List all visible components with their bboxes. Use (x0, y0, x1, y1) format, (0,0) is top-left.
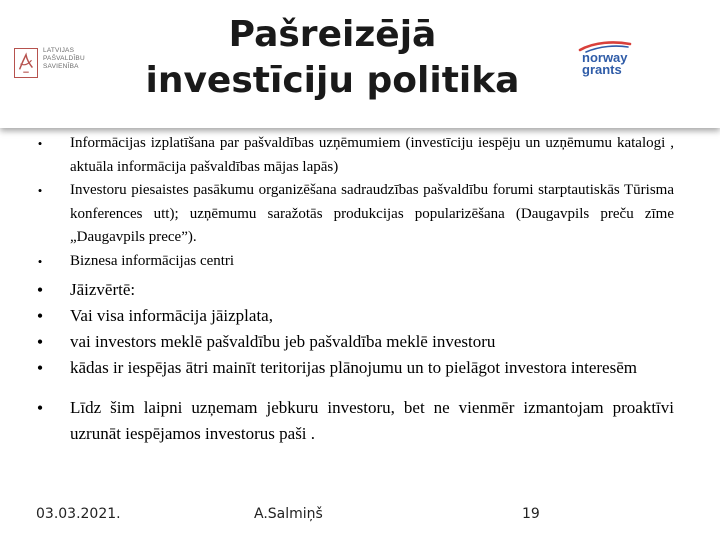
list-item-text: vai investors meklē pašvaldību jeb pašvaldība meklē investoru (70, 332, 496, 351)
slide-title: Pašreizējā investīciju politika (145, 14, 520, 101)
list-item-text: Jāizvērtē: (70, 280, 136, 299)
list-item (34, 329, 674, 355)
list-item-text: Investoru piesaistes pasākumu organizēšana sadraudzības pašvaldību forumi starptautiskās Tūrisma konferences utt); uzņēmumu saražotās produkcijas popularizēšana (Daugavpils preču zīme „Daugavpils prece”). (70, 182, 674, 245)
list-item (34, 395, 674, 447)
bullet: • (37, 183, 43, 198)
slide-header (0, 0, 720, 128)
bullet: • (36, 398, 44, 418)
footer-author: A.Salmiņš (254, 506, 323, 522)
bullet: • (37, 136, 43, 151)
list-item (34, 132, 674, 179)
bullet: • (37, 253, 43, 269)
list-item (34, 277, 674, 303)
lpsa-logo (14, 46, 92, 80)
lpsa-logo-text: LATVIJAS PAŠVALDĪBU SAVIENĪBA (43, 47, 85, 70)
page-number: 19 (522, 506, 540, 522)
list-item-text: Līdz šim laipni uzņemam jebkuru investoru, bet ne vienmēr izmantojam proaktīvi uzrunāt iespējamos investorus paši . (70, 398, 674, 443)
list-item (34, 250, 674, 274)
list-item (34, 355, 674, 381)
list-item-text: Informācijas izplatīšana par pašvaldības uzņēmumiem (investīciju iespēju un uzņēmumu katalogi , aktuāla informācija pašvaldības mājas lapās) (70, 135, 674, 175)
bullet: • (36, 332, 44, 352)
norway-grants-text: norway grants (582, 50, 628, 77)
bullet: • (36, 358, 44, 378)
bullet: • (36, 306, 44, 326)
list-item (34, 303, 674, 329)
list-item (34, 179, 674, 250)
bullet: • (36, 280, 44, 300)
norway-grants-logo (576, 40, 656, 84)
list-item-text: Biznesa informācijas centri (70, 252, 235, 269)
list-item-text: kādas ir iespējas ātri mainīt teritorijas plānojumu un to pielāgot investora interesēm (70, 358, 637, 377)
list-item-text: Vai visa informācija jāizplata, (70, 306, 273, 325)
slide-body (34, 132, 674, 447)
lpsa-emblem-icon (14, 48, 38, 78)
footer-date: 03.03.2021. (36, 506, 121, 522)
